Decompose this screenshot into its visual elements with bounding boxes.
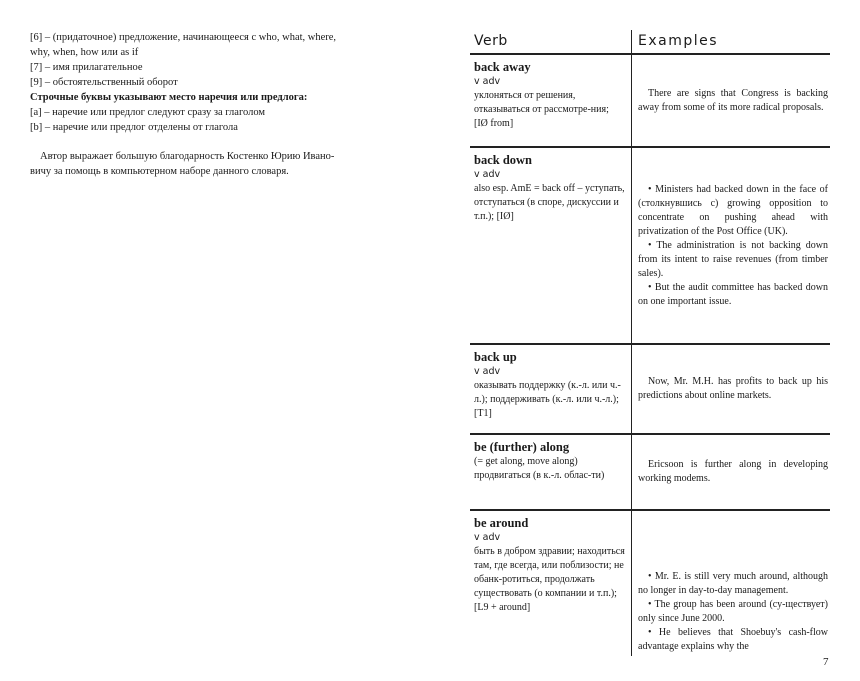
legend-line-b: [b] – наречие или предлог отделены от глагола <box>30 122 238 133</box>
page-number: 7 <box>823 656 829 668</box>
example-text: • The group has been around (су-ществует) only since June 2000. <box>638 599 828 624</box>
example-text: • He believes that Shoebuy's cash-flow advantage explains why the <box>638 627 828 652</box>
grammar: v adv <box>474 366 501 377</box>
headword: back up <box>474 350 517 364</box>
left-page <box>30 30 390 179</box>
thanks-line-1: Автор выражает большую благодарность Костенко Юрию Ивано- <box>40 151 335 162</box>
headword: back down <box>474 153 533 167</box>
legend-line-6-cont: why, when, how или as if <box>30 47 139 58</box>
example-text: There are signs that Congress is backing away from some of its more radical proposals. <box>638 87 828 113</box>
legend-line-a: [a] – наречие или предлог следуют сразу за глаголом <box>30 107 266 118</box>
definition: быть в добром здравии; находиться там, где всегда, или поблизости; не обанк-ротиться, продолжать существовать (о компании и т.п.); [L9 + around] <box>474 546 625 613</box>
grammar: v adv <box>474 169 501 180</box>
grammar: v adv <box>474 76 501 87</box>
definition: also esp. AmE = back off – уступать, отступаться (в споре, дискуссии и т.п.); [IØ] <box>474 183 625 222</box>
verb-cell <box>470 148 632 343</box>
verb-table <box>470 30 830 656</box>
examples-cell <box>632 55 830 146</box>
header-verb: Verb <box>470 30 632 53</box>
headword: be around <box>474 516 529 530</box>
table-row <box>470 345 830 435</box>
legend-line-7: [7] – имя прилагательное <box>30 62 143 73</box>
example-text: Now, Mr. M.H. has profits to back up his predictions about online markets. <box>638 376 828 401</box>
table-row <box>470 148 830 345</box>
header-examples: Examples <box>638 33 719 49</box>
example-text: • Mr. E. is still very much around, although no longer in day-to-day management. <box>638 571 828 596</box>
examples-cell <box>632 148 830 343</box>
thanks-line-2: вичу за помощь в компьютерном наборе данного словаря. <box>30 166 289 177</box>
legend-line-9: [9] – обстоятельственный оборот <box>30 77 178 88</box>
definition: уклоняться от решения, отказываться от рассмотре-ния; [IØ from] <box>474 90 609 129</box>
example-text: • The administration is not backing down from its intent to raise revenues (from timber sales). <box>638 239 828 279</box>
example-text: • Ministers had backed down in the face of (столкнувшись с) growing opposition to concentrate on pushing ahead with privatization of the Post Office (UK). <box>638 183 828 237</box>
verb-cell <box>470 511 632 656</box>
legend-line-6: [6] – (придаточное) предложение, начинающееся с who, what, where, <box>30 32 337 43</box>
definition: оказывать поддержку (к.-л. или ч.-л.); поддерживать (к.-л. или ч.-л.); [T1] <box>474 380 621 419</box>
table-row <box>470 55 830 148</box>
examples-cell <box>632 345 830 433</box>
verb-cell <box>470 435 632 509</box>
examples-cell <box>632 511 830 656</box>
table-row <box>470 435 830 511</box>
verb-cell <box>470 345 632 433</box>
definition: продвигаться (в к.-л. облас-ти) <box>474 470 605 481</box>
example-text: • But the audit committee has backed down on one important issue. <box>638 281 828 307</box>
verb-cell <box>470 55 632 146</box>
grammar: v adv <box>474 532 501 543</box>
grammar: (= get along, move along) <box>474 456 578 467</box>
table-row <box>470 511 830 656</box>
table-header <box>470 30 830 55</box>
legend-lowercase-heading: Строчные буквы указывают место наречия или предлога: <box>30 92 308 103</box>
headword: back away <box>474 60 531 74</box>
example-text: Ericsoon is further along in developing working modems. <box>638 459 828 484</box>
examples-cell <box>632 435 830 509</box>
headword: be (further) along <box>474 440 570 454</box>
